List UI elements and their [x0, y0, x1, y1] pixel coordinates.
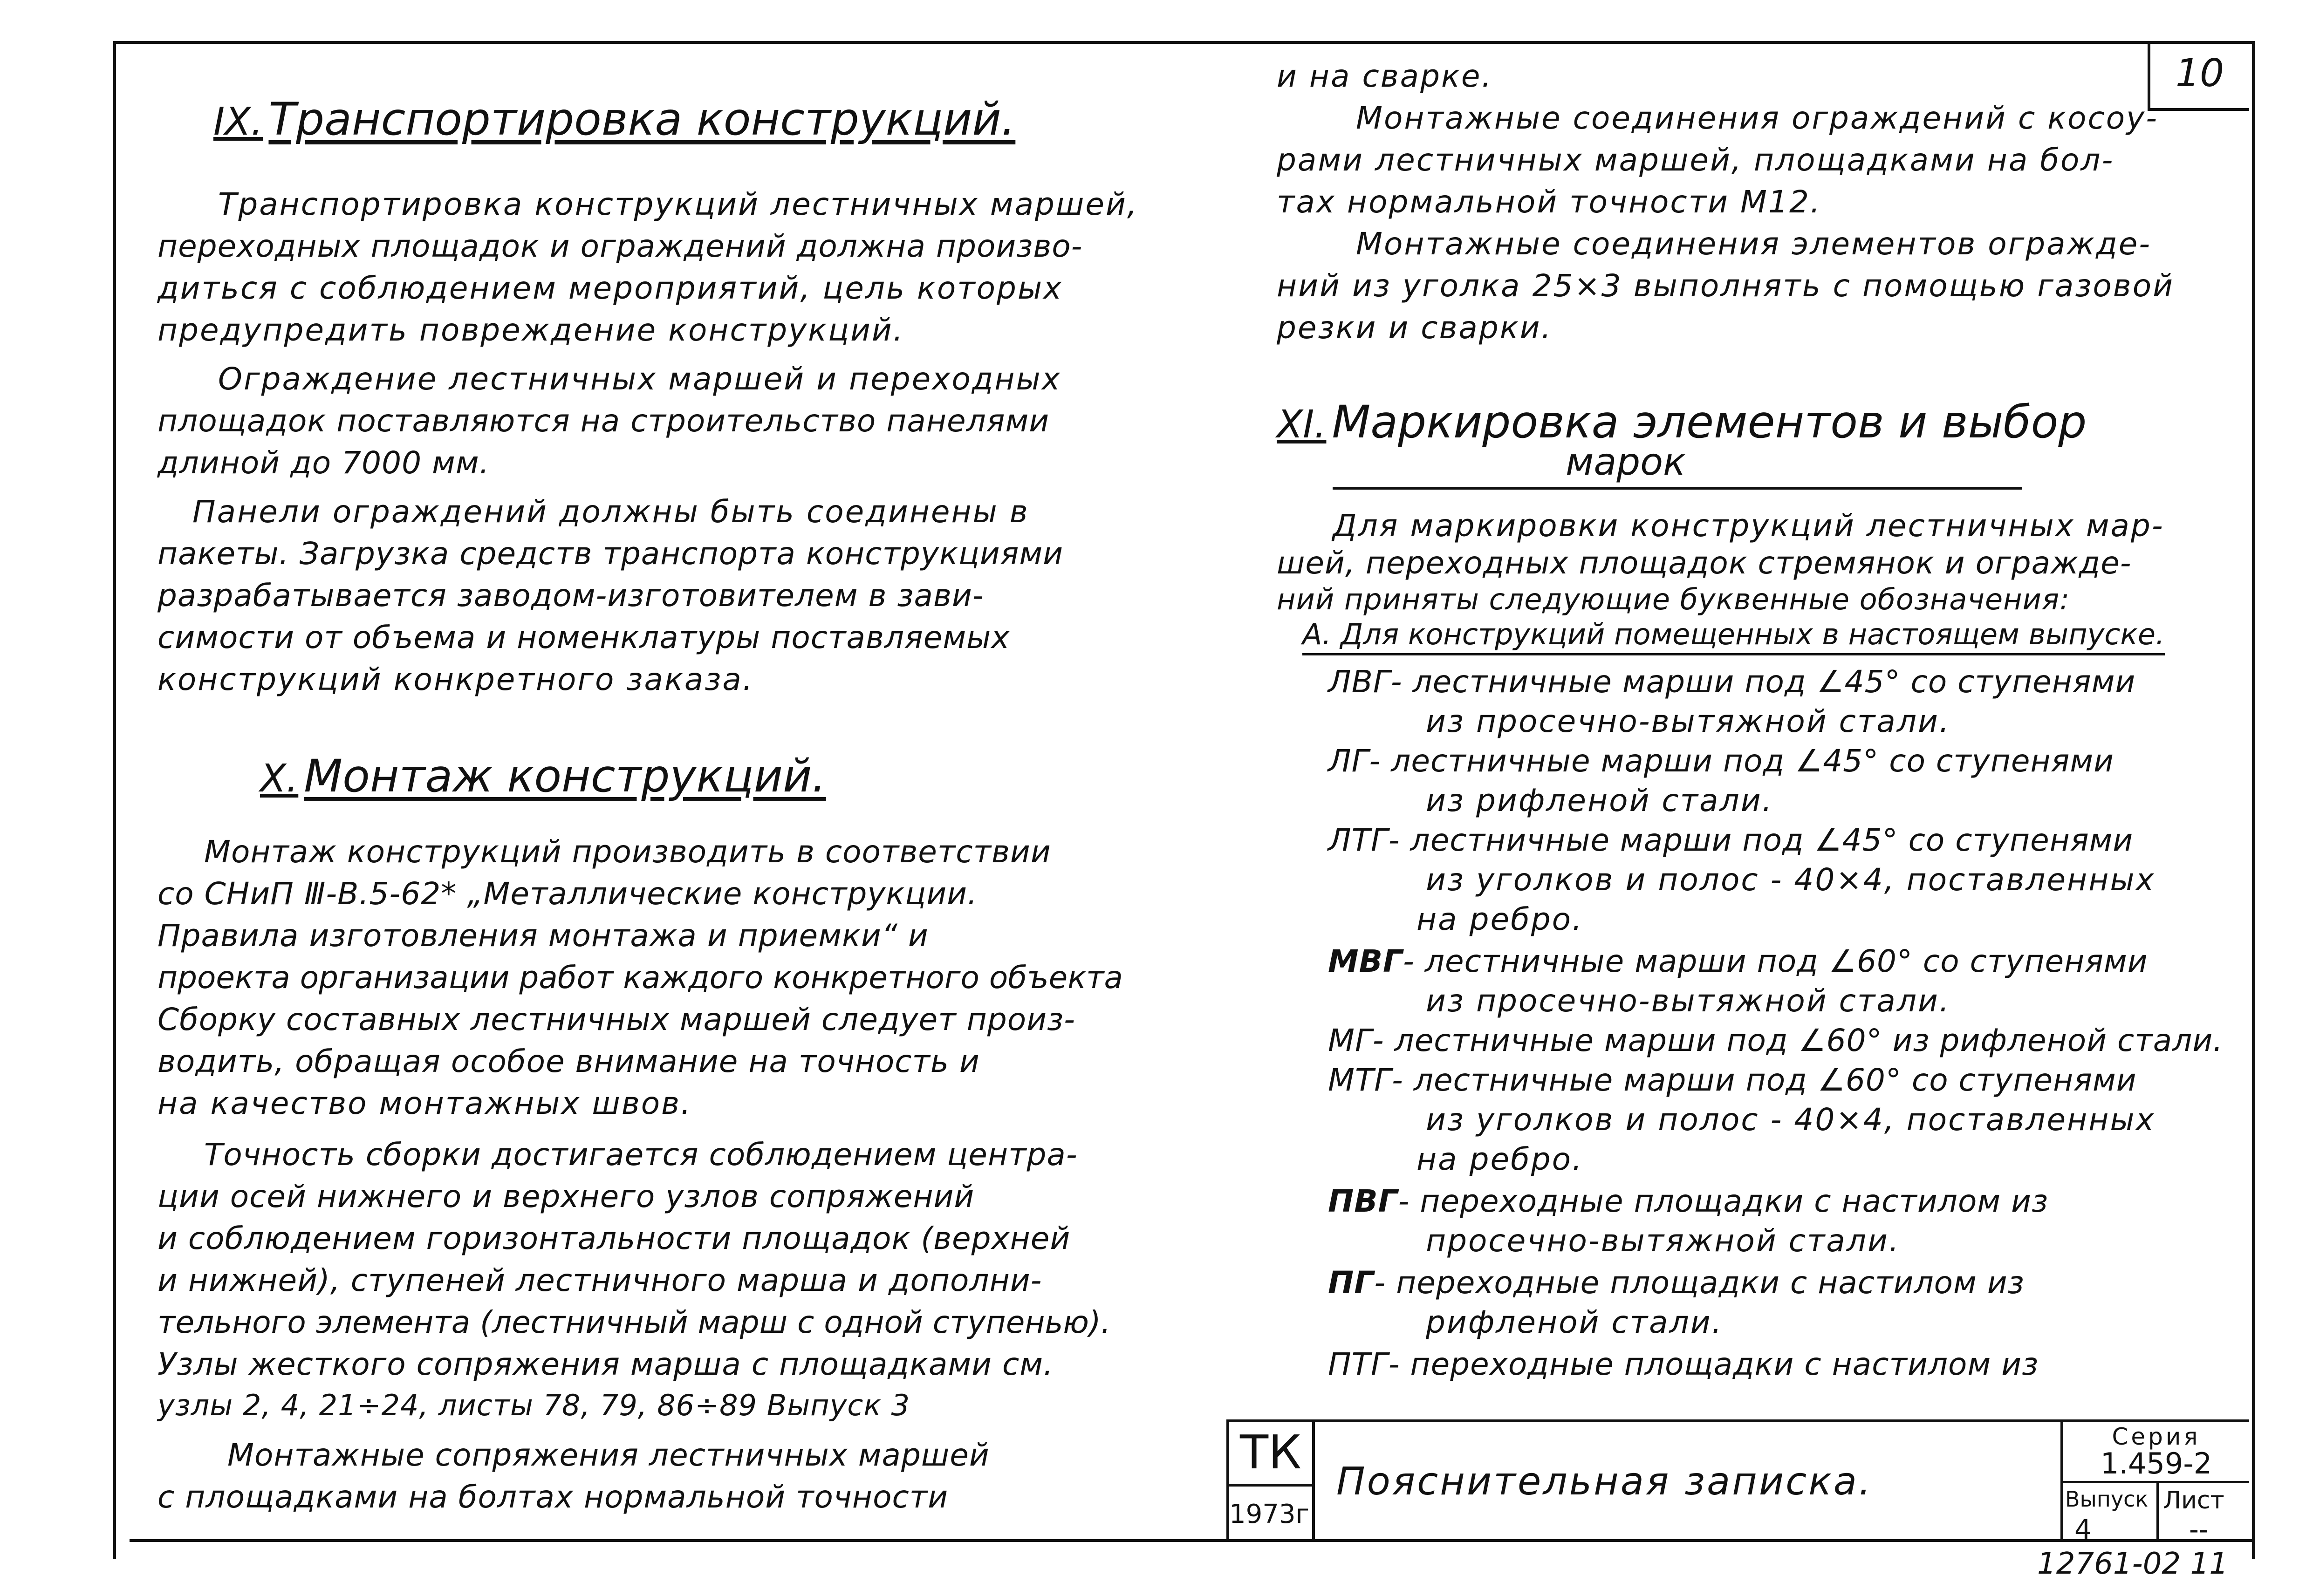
list-item-line: на ребро. [1416, 901, 1584, 937]
text-line: Монтаж конструкций производить в соответствии [204, 834, 1051, 870]
text-line: диться с соблюдением мероприятий, цель которых [157, 270, 1063, 306]
text-line: симости от объема и номенклатуры поставляемых [157, 620, 1010, 655]
sheet-value: -- [2189, 1514, 2209, 1545]
list-item-line: из просечно-вытяжной стали. [1426, 983, 1950, 1019]
text-line: узлы 2, 4, 21÷24, листы 78, 79, 86÷89 Выпуск 3 [157, 1388, 910, 1422]
list-item-line: на ребро. [1416, 1141, 1584, 1177]
list-item-line: из рифленой стали. [1426, 783, 1773, 818]
text-line: пакеты. Загрузка средств транспорта конструкциями [157, 536, 1064, 572]
text-line: Узлы жесткого сопряжения марша с площадками см. [157, 1346, 1054, 1382]
text-line: и нижней), ступеней лестничного марша и дополни- [157, 1262, 1042, 1298]
text-line: тах нормальной точности М12. [1277, 184, 1821, 220]
list-item-code: ПВГ- переходные площадки с настилом из [1328, 1183, 2049, 1219]
list-item-code: МТГ- лестничные марши под ∠60° со ступенями [1328, 1062, 2137, 1098]
text-line: ний из уголка 25×3 выполнять с помощью газовой [1277, 268, 2174, 304]
title-block-year: 1973г. [1229, 1487, 1315, 1542]
text-line: на качество монтажных швов. [157, 1085, 692, 1121]
text-line: переходных площадок и ограждений должна произво- [157, 228, 1083, 264]
section-9-heading [213, 93, 1015, 145]
text-line: Монтажные соединения элементов огражде- [1356, 226, 2152, 262]
text-line: тельного элемента (лестничный марш с одной ступенью). [157, 1304, 1111, 1340]
list-item-line: рифленой стали. [1426, 1304, 1723, 1340]
text-line: проекта организации работ каждого конкретного объекта [157, 960, 1123, 996]
section-10-number: X. [260, 757, 299, 801]
list-item-code: ЛТГ- лестничные марши под ∠45° со ступенями [1328, 822, 2134, 858]
text-line: разрабатывается заводом-изготовителем в зави- [157, 578, 984, 614]
section-9-title: Транспортировка конструкций. [268, 93, 1016, 145]
text-line: Ограждение лестничных маршей и переходных [218, 361, 1061, 397]
issue-label: Выпуск [2065, 1487, 2149, 1512]
section-11-title: Маркировка элементов и выбор [1332, 396, 2087, 448]
text-line: с площадками на болтах нормальной точности [157, 1479, 949, 1515]
section-11-number: XI. [1277, 402, 1327, 447]
series-value: 1.459-2 [2100, 1446, 2212, 1480]
text-line: водить, обращая особое внимание на точность и [157, 1044, 980, 1079]
text-line: и на сварке. [1277, 58, 1493, 94]
text-line: Правила изготовления монтажа и приемки“ и [157, 918, 929, 954]
text-line: ции осей нижнего и верхнего узлов сопряжений [157, 1179, 975, 1214]
sheet-label: Лист [2163, 1487, 2224, 1514]
text-line: предупредить повреждение конструкций. [157, 312, 904, 348]
list-item-code: МВГ- лестничные марши под ∠60° со ступенями [1328, 943, 2148, 979]
text-line: Для маркировки конструкций лестничных мар- [1333, 508, 2164, 544]
title-block-series [2060, 1422, 2249, 1545]
section-10-heading [260, 750, 826, 802]
text-line: Транспортировка конструкций лестничных маршей, [218, 186, 1138, 222]
list-item-code: ПГ- переходные площадки с настилом из [1328, 1265, 2025, 1301]
list-item-line: из просечно-вытяжной стали. [1426, 703, 1950, 739]
list-item-line: просечно-вытяжной стали. [1426, 1223, 1900, 1259]
list-item-code: ЛВГ- лестничные марши под ∠45° со ступенями [1328, 664, 2136, 700]
list-item-code: ЛГ- лестничные марши под ∠45° со ступенями [1328, 743, 2114, 779]
text-line: шей, переходных площадок стремянок и огражде- [1277, 545, 2132, 581]
text-line: конструкций конкретного заказа. [157, 662, 754, 697]
issue-value: 4 [2074, 1514, 2092, 1545]
text-line: площадок поставляются на строительство панелями [157, 403, 1050, 439]
page-number-box [2148, 41, 2249, 111]
section-11-title-2: марок [1566, 440, 1686, 484]
text-line: длиной до 7000 мм. [157, 445, 490, 481]
section-9-number: IX. [213, 100, 263, 144]
text-line: рами лестничных маршей, площадками на бол- [1277, 142, 2114, 178]
list-item-line: из уголков и полос - 40×4, поставленных [1426, 862, 2155, 898]
text-line: Сборку составных лестничных маршей следует произ- [157, 1002, 1075, 1037]
section-10-title: Монтаж конструкций. [304, 750, 826, 802]
list-item-code: МГ- лестничные марши под ∠60° из рифленой стали. [1328, 1023, 2224, 1058]
list-item-line: из уголков и полос - 40×4, поставленных [1426, 1102, 2155, 1138]
text-line: со СНиП Ⅲ-В.5-62* „Металлические конструкции. [157, 876, 978, 912]
text-line: ний приняты следующие буквенные обозначения: [1277, 582, 2070, 616]
archive-number: 12761-02 11 [2037, 1547, 2228, 1581]
text-line: Монтажные сопряжения лестничных маршей [227, 1437, 990, 1473]
heading-underline [1333, 487, 2022, 490]
title-block-tk: ТК [1229, 1422, 1315, 1487]
series-label: Серия [2112, 1423, 2201, 1450]
text-line: Монтажные соединения ограждений с косоу- [1356, 100, 2159, 136]
text-line: резки и сварки. [1277, 310, 1553, 346]
title-block [1226, 1419, 2249, 1545]
page-number: 10 [2175, 51, 2224, 95]
title-block-title: Пояснительная записка. [1336, 1460, 1873, 1504]
text-line: и соблюдением горизонтальности площадок (верхней [157, 1221, 1071, 1256]
list-item-code: ПТГ- переходные площадки с настилом из [1328, 1346, 2039, 1382]
text-line: Точность сборки достигается соблюдением центра- [204, 1137, 1078, 1173]
divider [2156, 1483, 2159, 1542]
section-11-heading-line2 [1566, 440, 1685, 484]
subsection-heading: А. Для конструкций помещенных в настоящем выпуске. [1302, 617, 2165, 655]
text-line: Панели ограждений должны быть соединены в [192, 494, 1029, 530]
